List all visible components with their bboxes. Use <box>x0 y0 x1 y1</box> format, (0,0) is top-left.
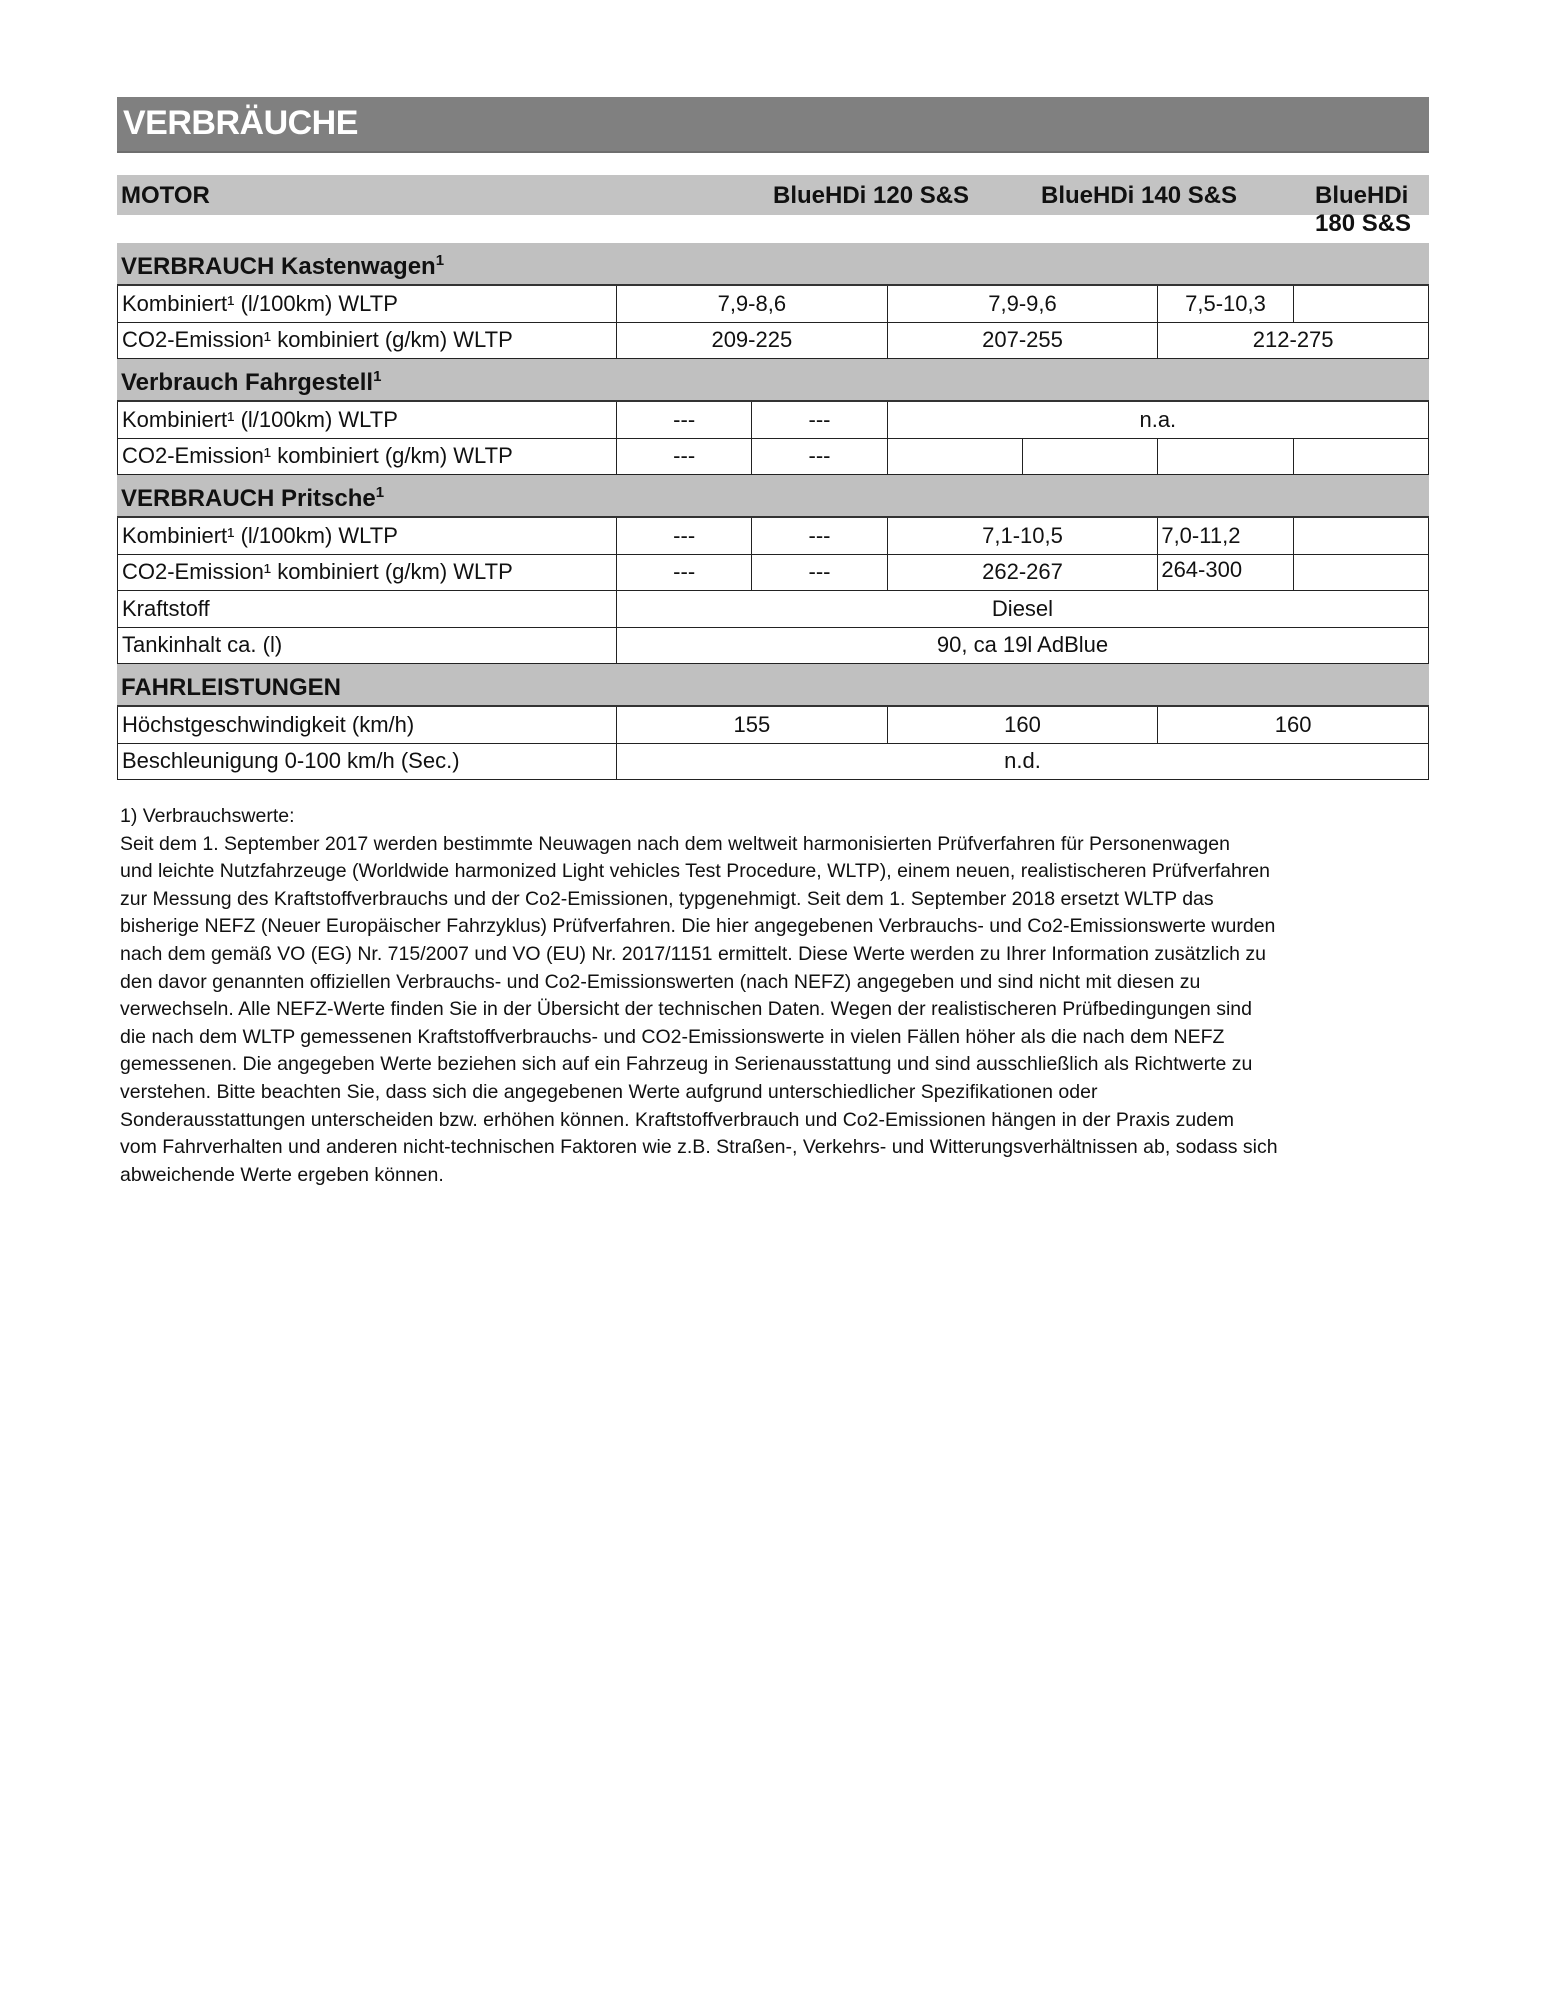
cell-180: 7,0-11,2 <box>1157 518 1292 554</box>
table-row <box>117 591 1429 628</box>
table-row <box>117 286 1429 323</box>
footnote-line: und leichte Nutzfahrzeuge (Worldwide harmonized Light vehicles Test Procedure, WLTP), einem neuen, realistischeren Prüfverfahren <box>120 860 1270 883</box>
empty-cell <box>1157 439 1292 475</box>
table-row <box>117 323 1429 360</box>
row-label: Kombiniert¹ (l/100km) WLTP <box>122 290 398 316</box>
page-title: VERBRÄUCHE <box>123 104 358 142</box>
cell-140: 7,1-10,5 <box>887 518 1158 554</box>
table-row <box>117 555 1429 592</box>
section-title: VERBRAUCH Kastenwagen <box>121 253 436 280</box>
footnote-line: vom Fahrverhalten und anderen nicht-technischen Faktoren wie z.B. Straßen-, Verkehrs- und Witterungsverhältnissen ab, sodass sich <box>120 1136 1278 1159</box>
row-label: CO2-Emission¹ kombiniert (g/km) WLTP <box>122 559 513 585</box>
empty-cell <box>1293 439 1428 475</box>
footnote-line: verwechseln. Alle NEFZ-Werte finden Sie in der Übersicht der technischen Daten. Wegen der realistischeren Prüfbedingungen sind <box>120 998 1252 1021</box>
engine-140: BlueHDi 140 S&S <box>1041 182 1238 209</box>
row-label: Tankinhalt ca. (l) <box>122 632 283 658</box>
table-row <box>117 439 1429 476</box>
section-title: FAHRLEISTUNGEN <box>121 674 342 701</box>
cell: --- <box>751 555 886 591</box>
cell: --- <box>751 439 886 475</box>
footnote-line: bisherige NEFZ (Neuer Europäischer Fahrzyklus) Prüfverfahren. Die hier angegebenen Verbrauchs- und Co2-Emissionswerte wurden <box>120 915 1276 938</box>
row-label: Kombiniert¹ (l/100km) WLTP <box>122 522 398 548</box>
footnote-line: abweichende Werte ergeben können. <box>120 1163 444 1186</box>
section-title: Verbrauch Fahrgestell <box>121 369 374 396</box>
engine-180: BlueHDi 180 S&S <box>1315 182 1412 237</box>
consumption-table <box>117 243 1429 780</box>
cell-180: 160 <box>1157 707 1428 743</box>
footnote-line: 1) Verbrauchswerte: <box>120 805 295 827</box>
table-row <box>117 402 1429 439</box>
motor-header <box>117 175 1429 237</box>
cell-180: 264-300 <box>1157 555 1292 591</box>
footnote-line: den davor genannten offiziellen Verbrauchs- und Co2-Emissionswerten (nach NEFZ) angegeben und sind nicht mit diesen zu <box>120 970 1201 993</box>
footnote-line: verstehen. Bitte beachten Sie, dass sich die angegebenen Werte aufgrund unterschiedlicher Spezifikationen oder <box>120 1080 1098 1103</box>
cell-120: 7,9-8,6 <box>616 286 887 322</box>
cell-180: 212-275 <box>1157 323 1428 359</box>
section-fahrgestell <box>117 359 1429 402</box>
row-label: CO2-Emission¹ kombiniert (g/km) WLTP <box>122 327 513 353</box>
cell-140: 207-255 <box>887 323 1158 359</box>
motor-label: MOTOR <box>121 182 210 209</box>
empty-cell <box>1293 518 1428 554</box>
cell: --- <box>616 555 751 591</box>
section-pritsche <box>117 475 1429 518</box>
row-label: Kraftstoff <box>122 595 210 621</box>
footnote-ref: 1 <box>435 252 445 269</box>
empty-cell <box>1022 439 1157 475</box>
cell-120: 209-225 <box>616 323 887 359</box>
cell: Diesel <box>616 591 1428 627</box>
footnote-line: gemessenen. Die angegeben Werte beziehen sich auf ein Fahrzeug in Serienausstattung und sind ausschließlich als Richtwerte zu <box>120 1053 1253 1076</box>
empty-cell <box>1293 555 1428 591</box>
row-label: Höchstgeschwindigkeit (km/h) <box>122 711 415 737</box>
section-kastenwagen <box>117 243 1429 286</box>
section-title-bar <box>117 97 1429 153</box>
empty-cell <box>887 439 1022 475</box>
row-label: Beschleunigung 0-100 km/h (Sec.) <box>122 748 460 774</box>
footnote-line: Sonderausstattungen unterscheiden bzw. erhöhen können. Kraftstoffverbrauch und Co2-Emissionen hängen in der Praxis zudem <box>120 1108 1235 1131</box>
table-row <box>117 628 1429 665</box>
table-row <box>117 744 1429 781</box>
footnote-line: zur Messung des Kraftstoffverbrauchs und der Co2-Emissionen, typgenehmigt. Seit dem 1. September 2018 ersetzt WLTP das <box>120 887 1214 910</box>
cell-140: 7,9-9,6 <box>887 286 1158 322</box>
footnote <box>120 803 1440 1189</box>
footnote-ref: 1 <box>375 484 385 501</box>
cell-140: 262-267 <box>887 555 1158 591</box>
cell: --- <box>616 402 751 438</box>
cell: --- <box>751 518 886 554</box>
section-fahrleistungen <box>117 664 1429 707</box>
empty-cell <box>1293 286 1428 322</box>
cell: n.d. <box>616 744 1428 780</box>
cell: 90, ca 19l AdBlue <box>616 628 1428 664</box>
footnote-line: nach dem gemäß VO (EG) Nr. 715/2007 und VO (EU) Nr. 2017/1151 ermittelt. Diese Werte werden zu Ihrer Information zusätzlich zu <box>120 942 1266 965</box>
cell: --- <box>616 439 751 475</box>
table-row <box>117 518 1429 555</box>
footnote-line: die nach dem WLTP gemessenen Kraftstoffverbrauchs- und CO2-Emissionswerte in vielen Fällen höher als die nach dem NEFZ <box>120 1025 1225 1048</box>
engine-120: BlueHDi 120 S&S <box>773 182 970 209</box>
cell-180: 7,5-10,3 <box>1157 286 1292 322</box>
cell-120: 155 <box>616 707 887 743</box>
cell-140: 160 <box>887 707 1158 743</box>
table-row <box>117 707 1429 744</box>
cell: --- <box>751 402 886 438</box>
cell: --- <box>616 518 751 554</box>
section-title: VERBRAUCH Pritsche <box>121 485 376 512</box>
row-label: CO2-Emission¹ kombiniert (g/km) WLTP <box>122 443 513 469</box>
cell: n.a. <box>887 402 1428 438</box>
section-heading <box>121 368 381 397</box>
section-heading <box>121 484 384 513</box>
section-heading <box>121 252 444 281</box>
footnote-ref: 1 <box>373 368 382 385</box>
footnote-line: Seit dem 1. September 2017 werden bestimmte Neuwagen nach dem weltweit harmonisierten Prüfverfahren für Personenwagen <box>120 832 1230 855</box>
row-label: Kombiniert¹ (l/100km) WLTP <box>122 406 398 432</box>
